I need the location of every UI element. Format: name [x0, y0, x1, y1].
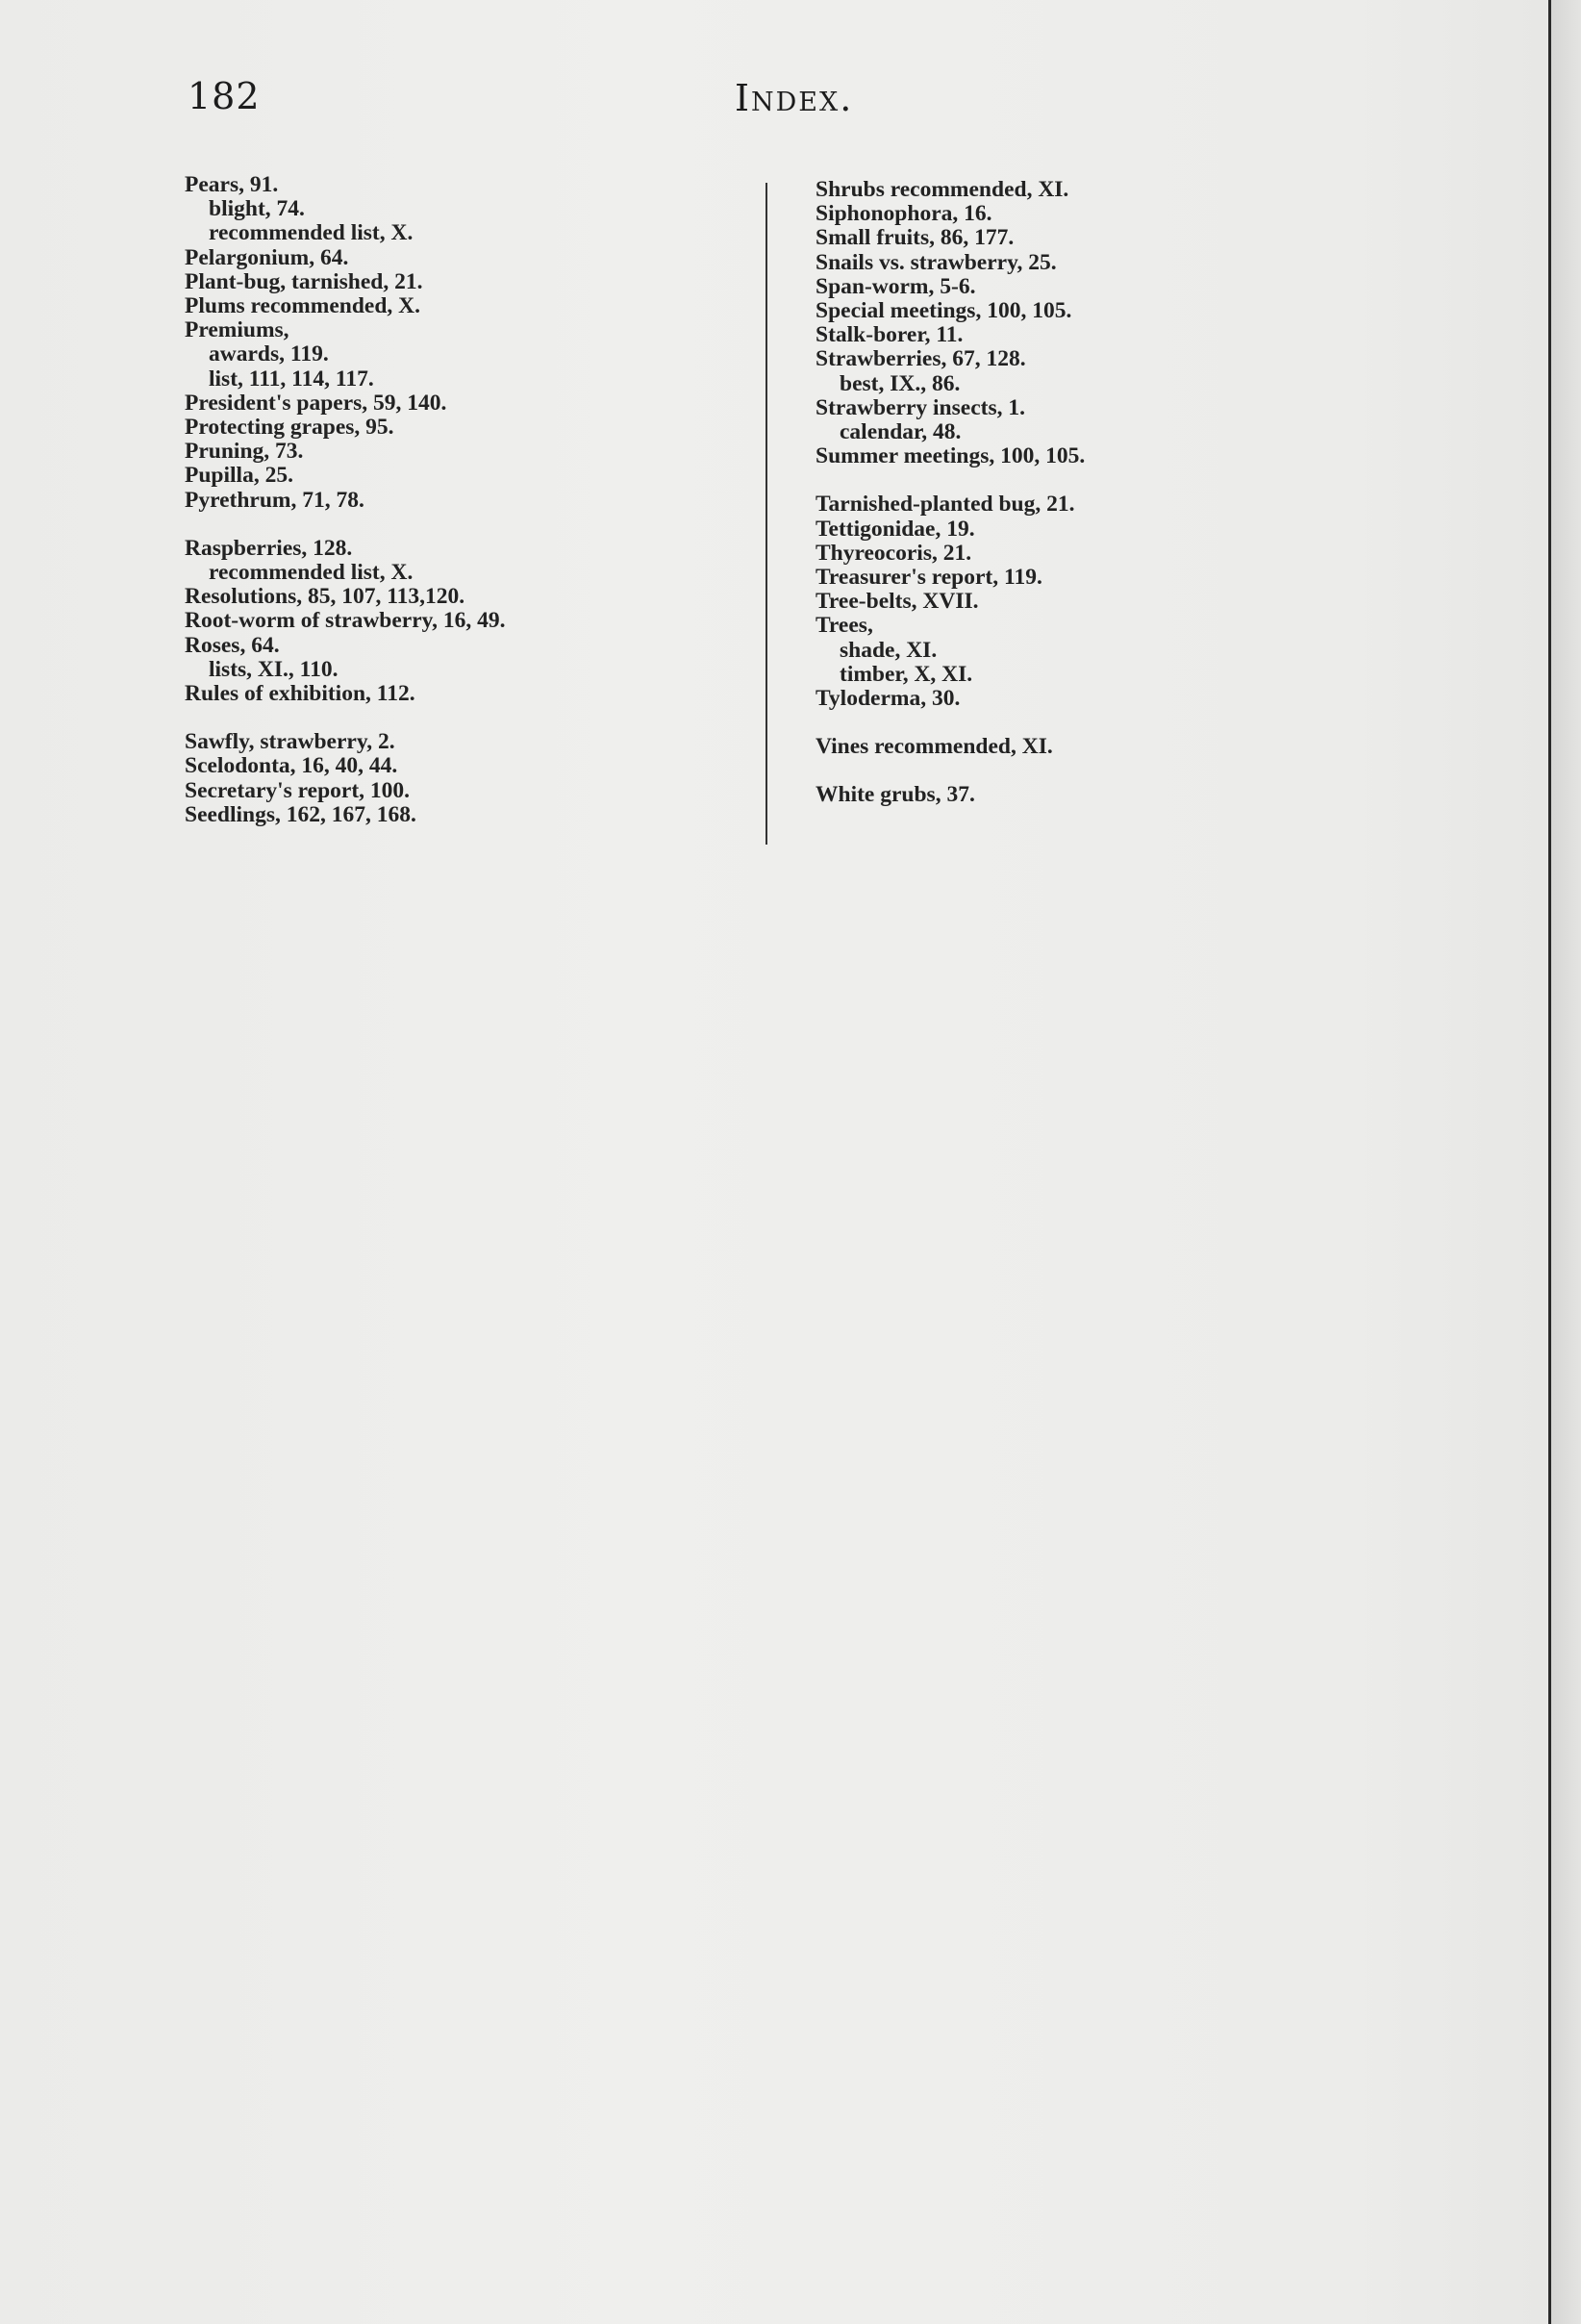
- index-entry: Small fruits, 86, 177.: [816, 225, 1015, 251]
- index-subentry: list, 111, 114, 117.: [209, 366, 374, 392]
- page-number: 182: [188, 75, 261, 117]
- index-entry: Seedlings, 162, 167, 168.: [185, 801, 416, 827]
- index-entry: Thyreocoris, 21.: [816, 540, 972, 566]
- index-entry: Tree-belts, XVII.: [816, 589, 979, 615]
- index-entry: Tyloderma, 30.: [816, 686, 961, 712]
- index-entry: Secretary's report, 100.: [185, 777, 411, 803]
- index-entry: Stalk-borer, 11.: [816, 322, 964, 348]
- index-entry: Root-worm of strawberry, 16, 49.: [185, 608, 506, 634]
- index-column-left: [185, 173, 762, 827]
- index-entry: Plums recommended, X.: [185, 293, 420, 319]
- index-subentry: recommended list, X.: [209, 220, 414, 246]
- index-subentry: recommended list, X.: [209, 560, 414, 586]
- index-column-right: [816, 178, 1393, 808]
- page-edge-line: [1548, 0, 1551, 2324]
- index-entry: Tettigonidae, 19.: [816, 516, 975, 542]
- index-entry: Scelodonta, 16, 40, 44.: [185, 753, 398, 779]
- index-entry: Span-worm, 5-6.: [816, 273, 976, 299]
- index-entry: Plant-bug, tarnished, 21.: [185, 268, 423, 294]
- index-entry: Shrubs recommended, XI.: [816, 177, 1069, 202]
- index-entry: Pelargonium, 64.: [185, 244, 349, 270]
- index-entry: Trees,: [816, 613, 873, 639]
- index-subentry: best, IX., 86.: [840, 370, 961, 396]
- index-subentry: timber, X, XI.: [840, 661, 973, 687]
- index-entry: President's papers, 59, 140.: [185, 390, 447, 416]
- index-entry: Tarnished-planted bug, 21.: [816, 492, 1075, 518]
- index-entry: Raspberries, 128.: [185, 535, 353, 561]
- page-title: Index.: [735, 77, 854, 119]
- index-entry: Pyrethrum, 71, 78.: [185, 487, 364, 513]
- index-entry: White grubs, 37.: [816, 782, 975, 808]
- index-entry: Roses, 64.: [185, 632, 280, 658]
- index-entry: Protecting grapes, 95.: [185, 415, 394, 441]
- index-entry: Pears, 91.: [185, 172, 279, 197]
- index-subentry: awards, 119.: [209, 341, 329, 367]
- index-entry: Vines recommended, XI.: [816, 734, 1053, 760]
- index-entry: Siphonophora, 16.: [816, 201, 992, 227]
- section-gap: [185, 513, 762, 537]
- index-entry: Strawberries, 67, 128.: [816, 346, 1026, 372]
- index-entry: Special meetings, 100, 105.: [816, 298, 1072, 324]
- page-edge-shadow: [1551, 0, 1581, 2324]
- index-entry: Resolutions, 85, 107, 113,120.: [185, 584, 465, 610]
- index-entry: Sawfly, strawberry, 2.: [185, 729, 395, 755]
- index-subentry: lists, XI., 110.: [209, 656, 339, 682]
- section-gap: [816, 468, 1393, 493]
- index-entry: Strawberry insects, 1.: [816, 394, 1025, 420]
- index-entry: Premiums,: [185, 317, 289, 343]
- index-entry: Summer meetings, 100, 105.: [816, 443, 1086, 469]
- index-entry: Rules of exhibition, 112.: [185, 681, 415, 707]
- index-entry: Pruning, 73.: [185, 439, 304, 465]
- index-entry: Treasurer's report, 119.: [816, 565, 1042, 591]
- index-subentry: shade, XI.: [840, 637, 938, 663]
- index-subentry: calendar, 48.: [840, 419, 962, 445]
- index-entry: Snails vs. strawberry, 25.: [816, 249, 1057, 275]
- section-gap: [816, 711, 1393, 735]
- index-entry: Pupilla, 25.: [185, 463, 293, 489]
- section-gap: [816, 759, 1393, 783]
- column-divider: [765, 183, 767, 845]
- section-gap: [185, 706, 762, 730]
- index-subentry: blight, 74.: [209, 196, 305, 222]
